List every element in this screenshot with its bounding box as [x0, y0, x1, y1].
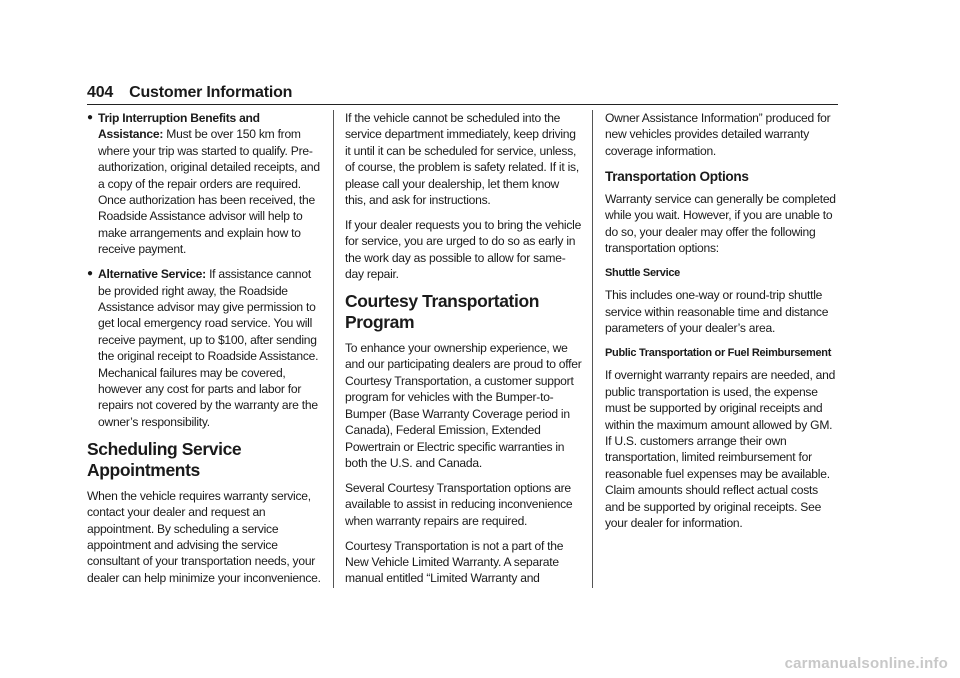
bullet-item — [87, 110, 325, 258]
paragraph: If your dealer requests you to bring the vehicle for service, you are urged to do so as early in the work day as possible to allow for same-day repair. — [345, 217, 582, 282]
bullet-title: Trip Interruption Benefits and Assistance: — [98, 111, 260, 142]
section-heading: Scheduling Service Appointments — [87, 438, 242, 480]
bullet-dot-icon: ● — [87, 112, 93, 123]
paragraph: If the vehicle cannot be scheduled into the service department immediately, keep driving it until it can be scheduled for service, unless, of course, the problem is safety related. If it is, please call your dealership, let them know this, and ask for instructions. — [345, 111, 579, 208]
option-heading: Public Transportation or Fuel Reimbursement — [605, 346, 832, 359]
paragraph: This includes one-way or round-trip shuttle service within reasonable time and distance parameters of your dealer’s area. — [605, 288, 829, 336]
bullet-text: Must be over 150 km from where your trip was started to qualify. Pre-authorization, original detailed receipts, and a copy of the repair orders are required. Once authorization has been received, the Roadside Assistance advisor will help to make arrangements and explain how to receive payment. — [98, 127, 320, 257]
paragraph: Several Courtesy Transportation options are available to assist in reducing inconvenience when warranty repairs are required. — [345, 480, 573, 528]
subsection-heading: Transportation Options — [605, 168, 749, 184]
column-3 — [605, 110, 840, 540]
paragraph: If overnight warranty repairs are needed, and public transportation is used, the expense must be supported by original receipts and within the maximum amount allowed by GM. If U.S. customers arrange their own transportation, limited reimbursement for reasonable fuel expenses may be available. Claim amounts should reflect actual costs and be supported by original receipts. See your dealer for information. — [605, 368, 836, 531]
bullet-item — [87, 266, 325, 430]
section-title: Customer Information — [129, 84, 293, 101]
column-1 — [87, 110, 325, 595]
paragraph: Warranty service can generally be completed while you wait. However, if you are unable to do so, your dealer may offer the following transportation options: — [605, 191, 836, 255]
section-heading: Courtesy Transportation Program — [345, 291, 540, 333]
paragraph: Owner Assistance Information” produced for new vehicles provides detailed warranty coverage information. — [605, 111, 831, 158]
bullet-dot-icon: ● — [87, 268, 93, 280]
page-header — [87, 84, 837, 102]
bullet-text: If assistance cannot be provided right away, the Roadside Assistance advisor may give permission to get local emergency road service. You will receive payment, up to $100, after sending the original receipt to Roadside Assistance. Mechanical failures may be covered, however any cost for parts and labor for repairs not covered by the warranty are the owner’s responsibility. — [98, 267, 319, 429]
column-divider — [333, 110, 334, 588]
page-number: 404 — [87, 84, 114, 101]
watermark: carmanualsonline.info — [784, 655, 948, 672]
option-heading: Shuttle Service — [605, 266, 680, 279]
paragraph: Courtesy Transportation is not a part of the New Vehicle Limited Warranty. A separate manual entitled “Limited Warranty and — [345, 538, 564, 586]
paragraph: To enhance your ownership experience, we and our participating dealers are proud to offer Courtesy Transportation, a customer support program for vehicles with the Bumper-to-Bumper (Base Warranty Coverage period in Canada), Federal Emission, Extended Powertrain or Electric specific warranties in both the U.S. and Canada. — [345, 341, 582, 470]
bullet-title: Alternative Service: — [98, 267, 206, 282]
header-rule — [87, 104, 838, 105]
column-divider — [592, 110, 593, 588]
paragraph: When the vehicle requires warranty service, contact your dealer and request an appointment. By scheduling a service appointment and advising the service consultant of your transportation needs, your dealer can help minimize your inconvenience. — [87, 488, 321, 585]
column-2 — [345, 110, 583, 595]
